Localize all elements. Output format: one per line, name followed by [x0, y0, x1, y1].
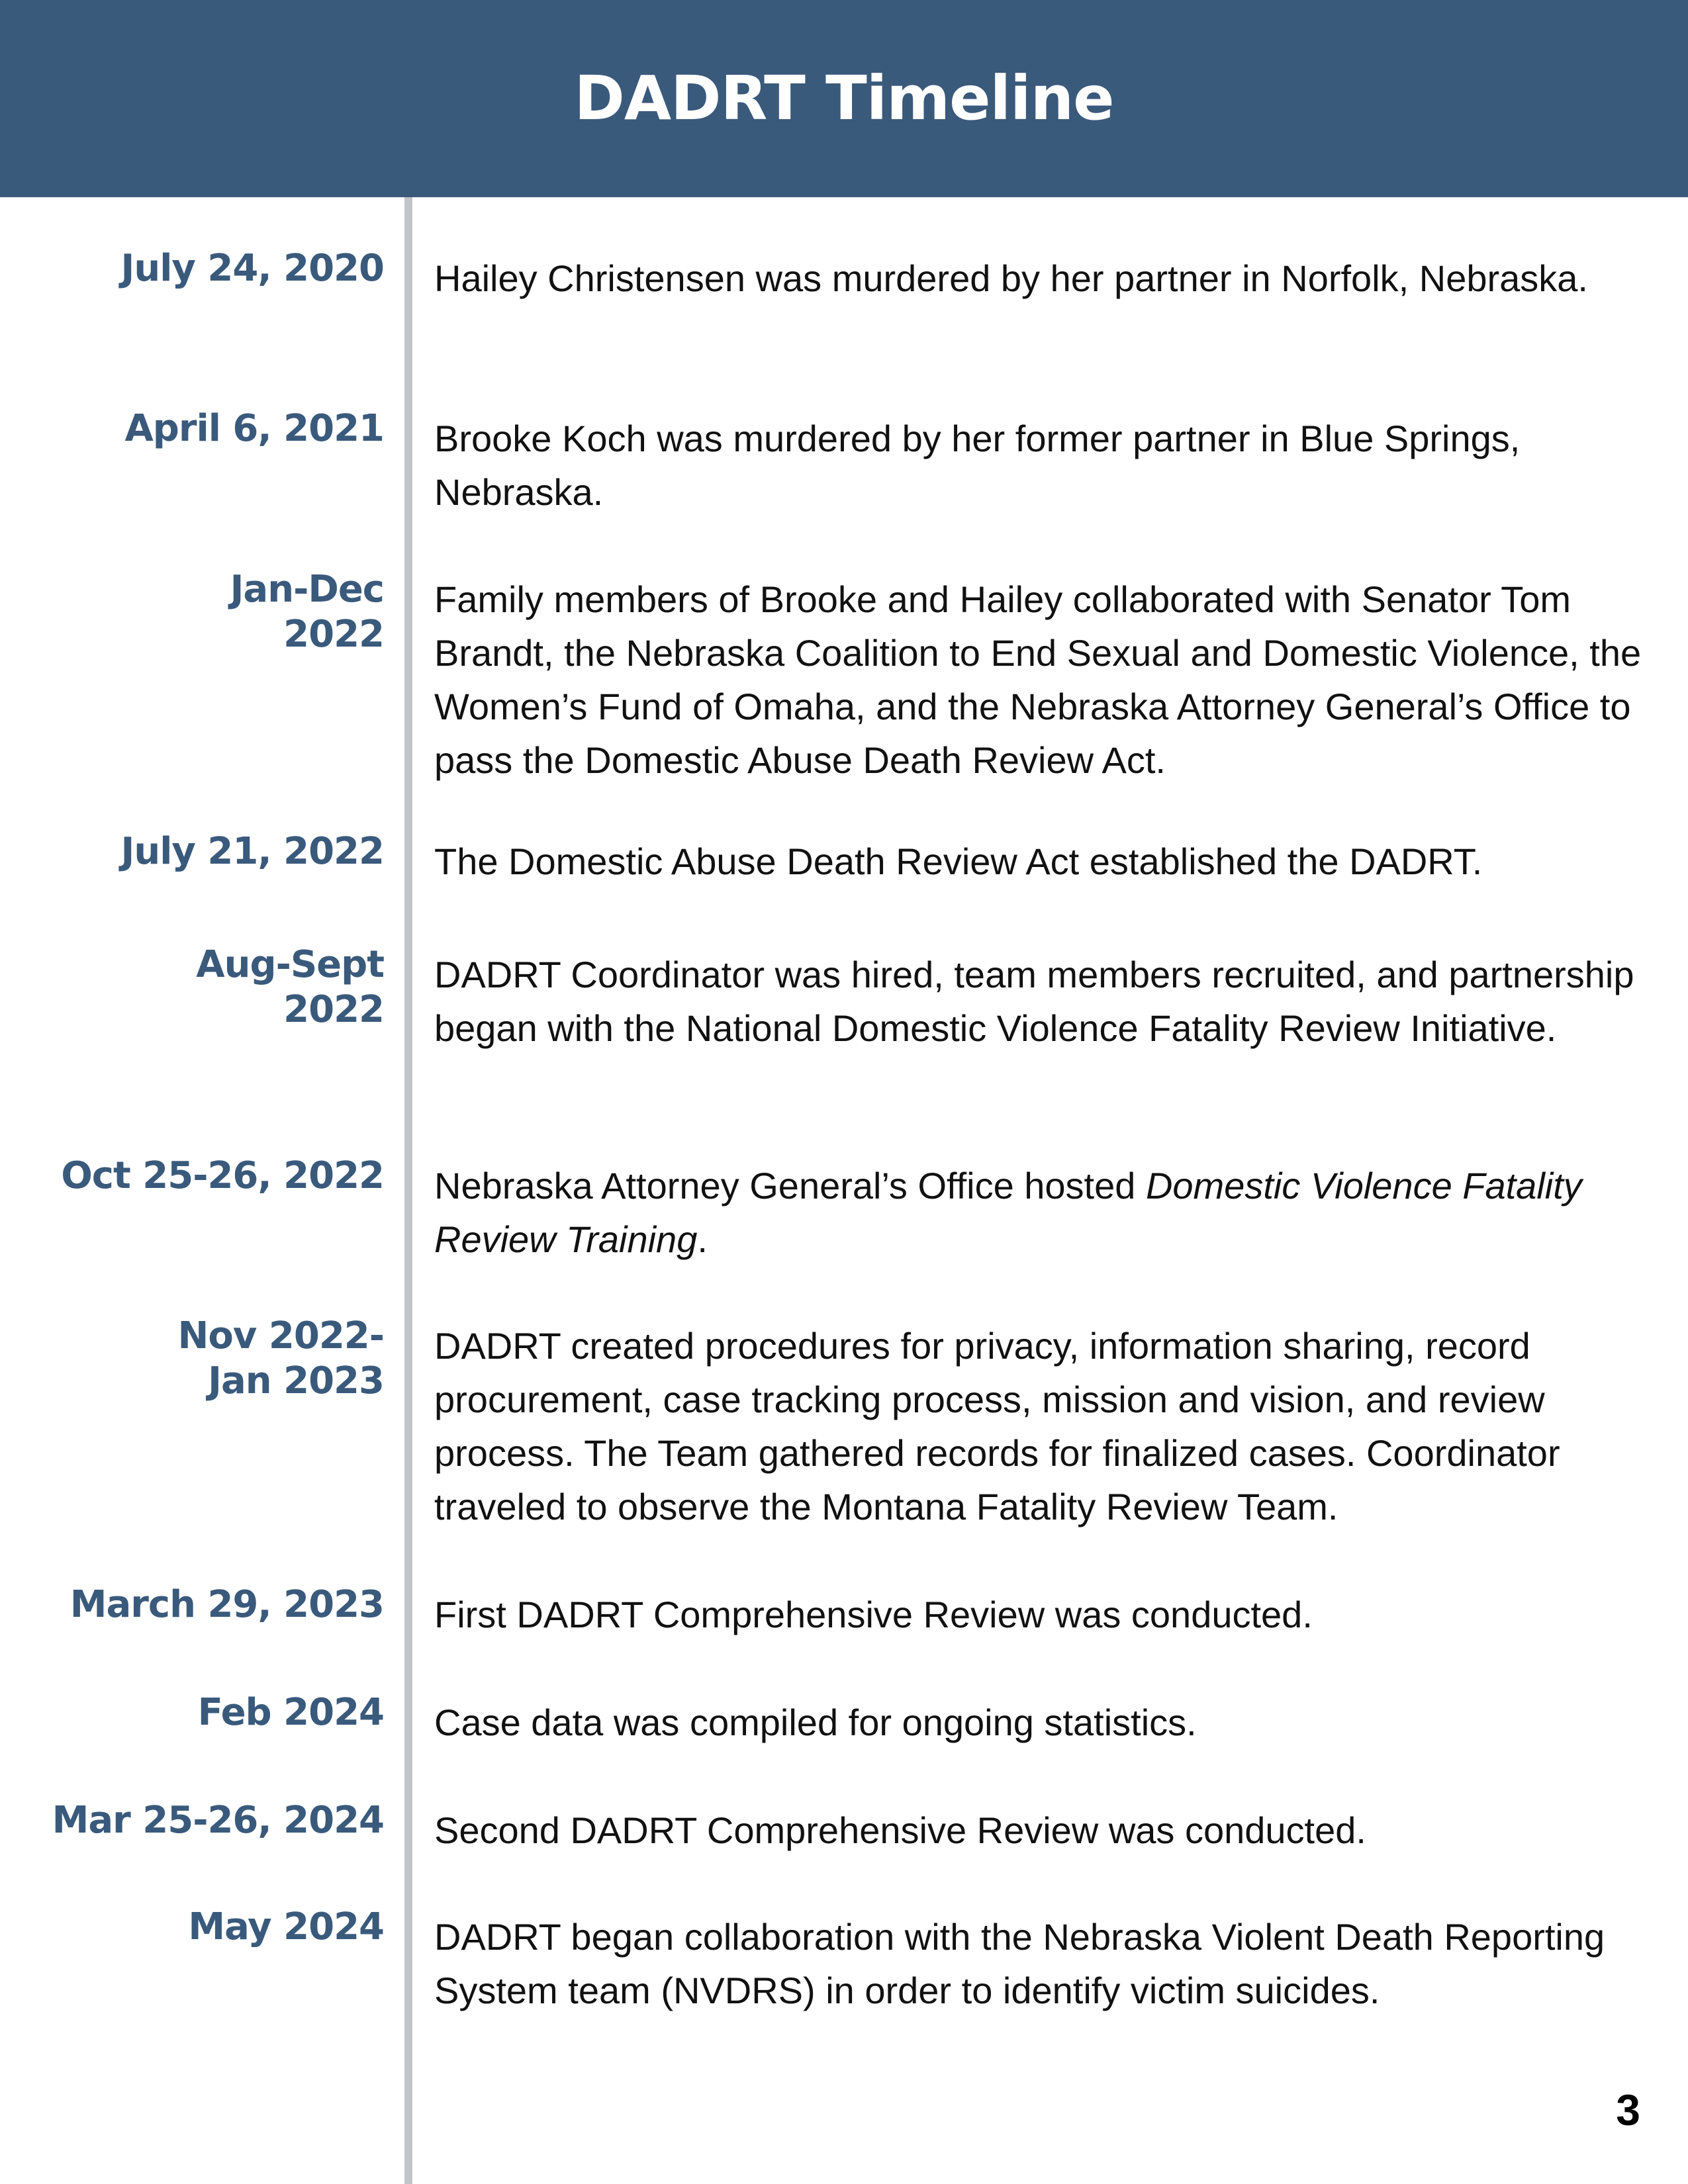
entry-date-line: 2022: [283, 613, 384, 656]
entry-date: [13, 1690, 384, 1735]
entry-description: The Domestic Abuse Death Review Act established the DADRT.: [434, 841, 1483, 882]
entry-date: [13, 246, 384, 291]
entry-date-line: Jan 2023: [208, 1359, 384, 1402]
entry-description: First DADRT Comprehensive Review was conducted.: [434, 1594, 1313, 1635]
header-banner: [0, 0, 1688, 197]
entry-date-line: 2022: [283, 988, 384, 1031]
page-title: DADRT Timeline: [574, 63, 1114, 134]
entry-date: [13, 1582, 384, 1627]
entry-description: DADRT created procedures for privacy, information sharing, record procurement, case tracking process, mission and vision, and review process. The Team gathered records for finalized cases. Coordinator traveled to observe the Montana Fatality Review Team.: [434, 1325, 1560, 1527]
entry-description: DADRT began collaboration with the Nebraska Violent Death Reporting System team (NVDRS) in order to identify victim suicides.: [434, 1916, 1605, 2011]
entry-description: Family members of Brooke and Hailey collaborated with Senator Tom Brandt, the Nebraska Coalition to End Sexual and Domestic Violence, the Women’s Fund of Omaha, and the Nebraska Attorney General’s Office to pass the Domestic Abuse Death Review Act.: [434, 578, 1642, 781]
entry-description-italic: Domestic Violence Fatality Review Training: [434, 1165, 1582, 1260]
entry-date: [13, 406, 384, 451]
entry-description-text: Nebraska Attorney General’s Office hosted: [434, 1165, 1146, 1206]
entry-description-text: .: [697, 1218, 708, 1260]
entry-date-line: Oct 25-26, 2022: [61, 1154, 384, 1197]
entry-date: [13, 1798, 384, 1843]
entry-date-line: May 2024: [188, 1905, 384, 1948]
timeline-divider: [404, 197, 412, 2184]
entry-date: [13, 1154, 384, 1199]
entry-date: [13, 829, 384, 874]
entry-date-line: Nov 2022-: [177, 1314, 384, 1357]
entry-date: [13, 1905, 384, 1950]
entry-date: [13, 1314, 384, 1404]
entry-date: [13, 567, 384, 657]
entry-date-line: March 29, 2023: [70, 1583, 384, 1626]
entry-date: [13, 942, 384, 1032]
entry-date-line: Mar 25-26, 2024: [52, 1799, 384, 1842]
entry-date-line: July 21, 2022: [120, 830, 384, 873]
entry-date-line: July 24, 2020: [120, 247, 384, 290]
entry-description: Brooke Koch was murdered by her former partner in Blue Springs, Nebraska.: [434, 418, 1521, 513]
page-number: 3: [1616, 2085, 1640, 2134]
entry-date-line: Aug-Sept: [196, 943, 384, 986]
entry-description: DADRT Coordinator was hired, team members recruited, and partnership began with the National Domestic Violence Fatality Review Initiative.: [434, 954, 1634, 1049]
entry-description: Second DADRT Comprehensive Review was conducted.: [434, 1809, 1366, 1851]
entry-description: Hailey Christensen was murdered by her partner in Norfolk, Nebraska.: [434, 257, 1588, 299]
entry-date-line: Feb 2024: [197, 1691, 384, 1734]
entry-description: Case data was compiled for ongoing statistics.: [434, 1702, 1197, 1743]
entry-date-line: Jan-Dec: [230, 568, 384, 611]
entry-date-line: April 6, 2021: [124, 407, 384, 450]
entry-description: [434, 1159, 1646, 1266]
